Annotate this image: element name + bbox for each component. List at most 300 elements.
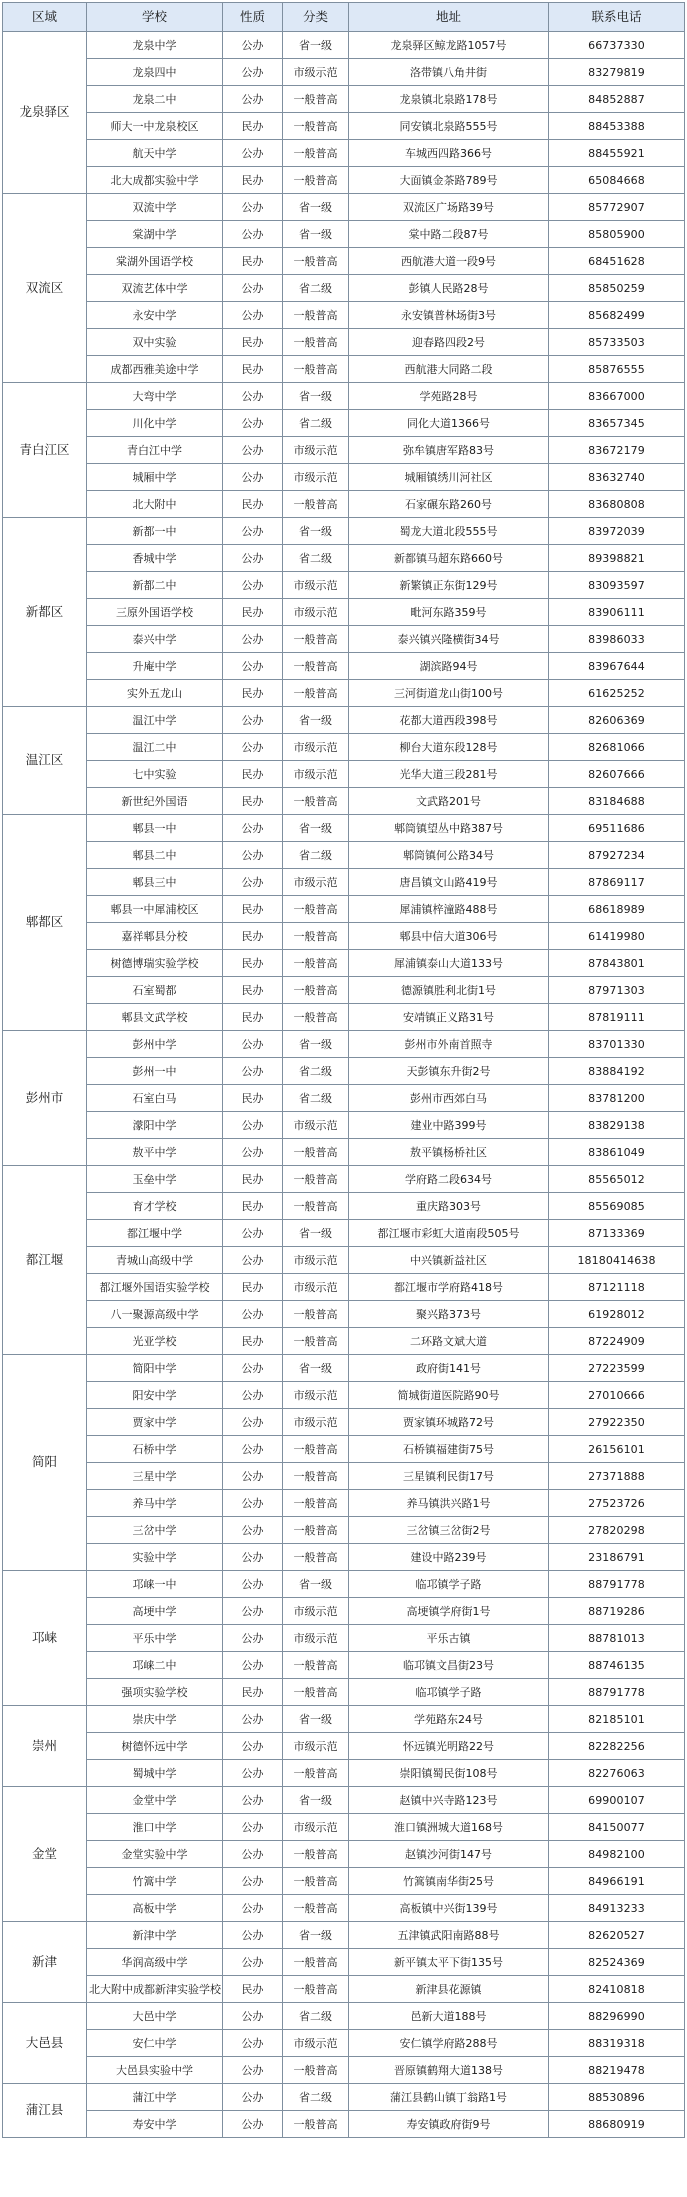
district-cell: 崇州 [3, 1706, 87, 1787]
school-phone: 82607666 [549, 761, 685, 788]
school-type: 民办 [223, 761, 283, 788]
table-row [3, 1031, 685, 1058]
table-row [3, 1598, 685, 1625]
school-address: 大面镇金茶路789号 [349, 167, 549, 194]
school-type: 民办 [223, 1085, 283, 1112]
school-address: 柳台大道东段128号 [349, 734, 549, 761]
school-type: 公办 [223, 275, 283, 302]
school-address: 花都大道西段398号 [349, 707, 549, 734]
header-school: 学校 [87, 3, 223, 32]
school-address: 车城西四路366号 [349, 140, 549, 167]
table-row [3, 1652, 685, 1679]
school-type: 民办 [223, 1274, 283, 1301]
school-phone: 83279819 [549, 59, 685, 86]
table-row [3, 86, 685, 113]
school-address: 德源镇胜利北街1号 [349, 977, 549, 1004]
school-category: 市级示范 [283, 599, 349, 626]
school-address: 怀远镇光明路22号 [349, 1733, 549, 1760]
school-name: 贾家中学 [87, 1409, 223, 1436]
table-row [3, 1733, 685, 1760]
school-phone: 83701330 [549, 1031, 685, 1058]
school-type: 公办 [223, 1922, 283, 1949]
table-row [3, 1328, 685, 1355]
table-row [3, 518, 685, 545]
school-phone: 27523726 [549, 1490, 685, 1517]
school-name: 龙泉四中 [87, 59, 223, 86]
table-row [3, 194, 685, 221]
school-name: 青白江中学 [87, 437, 223, 464]
table-row [3, 1706, 685, 1733]
school-address: 西航港大同路二段 [349, 356, 549, 383]
school-category: 一般普高 [283, 1328, 349, 1355]
school-phone: 87133369 [549, 1220, 685, 1247]
school-phone: 61625252 [549, 680, 685, 707]
school-type: 公办 [223, 1436, 283, 1463]
table-row [3, 815, 685, 842]
school-address: 养马镇洪兴路1号 [349, 1490, 549, 1517]
school-category: 一般普高 [283, 1301, 349, 1328]
school-phone: 85733503 [549, 329, 685, 356]
school-address: 犀浦镇梓潼路488号 [349, 896, 549, 923]
table-row [3, 2111, 685, 2138]
school-category: 省一级 [283, 194, 349, 221]
school-type: 民办 [223, 896, 283, 923]
school-category: 一般普高 [283, 1841, 349, 1868]
school-type: 公办 [223, 842, 283, 869]
school-name: 郫县一中犀浦校区 [87, 896, 223, 923]
school-type: 公办 [223, 1760, 283, 1787]
school-address: 淮口镇洲城大道168号 [349, 1814, 549, 1841]
school-address: 临邛镇学子路 [349, 1571, 549, 1598]
school-category: 一般普高 [283, 1463, 349, 1490]
school-phone: 85569085 [549, 1193, 685, 1220]
school-address: 永安镇普林场街3号 [349, 302, 549, 329]
school-category: 市级示范 [283, 437, 349, 464]
school-type: 民办 [223, 923, 283, 950]
school-type: 公办 [223, 221, 283, 248]
school-address: 郫筒镇何公路34号 [349, 842, 549, 869]
school-type: 民办 [223, 356, 283, 383]
school-address: 石桥镇福建街75号 [349, 1436, 549, 1463]
school-phone: 27922350 [549, 1409, 685, 1436]
school-name: 新都一中 [87, 518, 223, 545]
table-row [3, 680, 685, 707]
school-address: 都江堰市彩虹大道南段505号 [349, 1220, 549, 1247]
table-row [3, 761, 685, 788]
school-category: 市级示范 [283, 1247, 349, 1274]
school-name: 光亚学校 [87, 1328, 223, 1355]
school-phone: 88296990 [549, 2003, 685, 2030]
school-type: 民办 [223, 1004, 283, 1031]
school-phone: 83672179 [549, 437, 685, 464]
school-address: 同安镇北泉路555号 [349, 113, 549, 140]
school-phone: 82620527 [549, 1922, 685, 1949]
school-name: 川化中学 [87, 410, 223, 437]
table-row [3, 1490, 685, 1517]
table-row [3, 1382, 685, 1409]
school-phone: 84150077 [549, 1814, 685, 1841]
table-row [3, 248, 685, 275]
school-type: 公办 [223, 1787, 283, 1814]
school-category: 市级示范 [283, 1625, 349, 1652]
school-type: 公办 [223, 1247, 283, 1274]
school-name: 青城山高级中学 [87, 1247, 223, 1274]
school-address: 彭州市外南首照寺 [349, 1031, 549, 1058]
school-name: 师大一中龙泉校区 [87, 113, 223, 140]
district-cell: 邛崃 [3, 1571, 87, 1706]
school-type: 民办 [223, 1679, 283, 1706]
school-category: 省一级 [283, 1787, 349, 1814]
school-type: 公办 [223, 1544, 283, 1571]
school-type: 公办 [223, 518, 283, 545]
school-category: 省二级 [283, 545, 349, 572]
school-address: 天彭镇东升街2号 [349, 1058, 549, 1085]
school-category: 省二级 [283, 275, 349, 302]
school-category: 一般普高 [283, 86, 349, 113]
school-name: 树德怀远中学 [87, 1733, 223, 1760]
school-category: 市级示范 [283, 761, 349, 788]
table-row [3, 1274, 685, 1301]
school-category: 一般普高 [283, 626, 349, 653]
table-row [3, 788, 685, 815]
school-category: 省一级 [283, 1355, 349, 1382]
school-type: 公办 [223, 2111, 283, 2138]
school-category: 一般普高 [283, 356, 349, 383]
school-type: 公办 [223, 2003, 283, 2030]
school-type: 公办 [223, 1895, 283, 1922]
school-phone: 27820298 [549, 1517, 685, 1544]
table-row [3, 1679, 685, 1706]
school-name: 高板中学 [87, 1895, 223, 1922]
school-category: 市级示范 [283, 464, 349, 491]
school-type: 公办 [223, 464, 283, 491]
table-row [3, 329, 685, 356]
district-cell: 温江区 [3, 707, 87, 815]
school-type: 民办 [223, 248, 283, 275]
school-address: 彭州市西郊白马 [349, 1085, 549, 1112]
school-phone: 83972039 [549, 518, 685, 545]
school-phone: 83986033 [549, 626, 685, 653]
school-address: 石家碾东路260号 [349, 491, 549, 518]
table-row [3, 1949, 685, 1976]
school-category: 一般普高 [283, 1679, 349, 1706]
school-name: 养马中学 [87, 1490, 223, 1517]
school-category: 省一级 [283, 221, 349, 248]
district-cell: 郫都区 [3, 815, 87, 1031]
school-category: 市级示范 [283, 572, 349, 599]
school-type: 民办 [223, 950, 283, 977]
school-category: 市级示范 [283, 1112, 349, 1139]
school-category: 一般普高 [283, 248, 349, 275]
school-name: 金堂实验中学 [87, 1841, 223, 1868]
school-address: 重庆路303号 [349, 1193, 549, 1220]
school-category: 一般普高 [283, 788, 349, 815]
school-category: 市级示范 [283, 869, 349, 896]
school-type: 民办 [223, 1976, 283, 2003]
school-type: 公办 [223, 437, 283, 464]
table-row [3, 1922, 685, 1949]
school-category: 一般普高 [283, 1544, 349, 1571]
school-address: 临邛镇文昌街23号 [349, 1652, 549, 1679]
school-address: 安靖镇正义路31号 [349, 1004, 549, 1031]
table-row [3, 491, 685, 518]
school-phone: 83884192 [549, 1058, 685, 1085]
table-row [3, 140, 685, 167]
school-type: 民办 [223, 1166, 283, 1193]
table-row [3, 1139, 685, 1166]
school-phone: 88791778 [549, 1571, 685, 1598]
school-address: 邑新大道188号 [349, 2003, 549, 2030]
school-phone: 26156101 [549, 1436, 685, 1463]
school-address: 建设中路239号 [349, 1544, 549, 1571]
table-row [3, 1301, 685, 1328]
school-category: 省二级 [283, 2084, 349, 2111]
school-name: 大邑县实验中学 [87, 2057, 223, 2084]
school-type: 公办 [223, 1139, 283, 1166]
school-address: 安仁镇学府路288号 [349, 2030, 549, 2057]
school-type: 民办 [223, 113, 283, 140]
table-row [3, 1463, 685, 1490]
school-category: 省一级 [283, 1922, 349, 1949]
school-phone: 61419980 [549, 923, 685, 950]
school-type: 公办 [223, 1382, 283, 1409]
school-name: 淮口中学 [87, 1814, 223, 1841]
school-category: 一般普高 [283, 2111, 349, 2138]
school-phone: 82276063 [549, 1760, 685, 1787]
table-row [3, 1544, 685, 1571]
school-address: 同化大道1366号 [349, 410, 549, 437]
school-type: 公办 [223, 1490, 283, 1517]
school-name: 玉垒中学 [87, 1166, 223, 1193]
table-row [3, 2057, 685, 2084]
school-name: 新都二中 [87, 572, 223, 599]
school-address: 文武路201号 [349, 788, 549, 815]
table-row [3, 599, 685, 626]
school-category: 一般普高 [283, 1868, 349, 1895]
school-type: 公办 [223, 869, 283, 896]
school-name: 敖平中学 [87, 1139, 223, 1166]
school-phone: 87224909 [549, 1328, 685, 1355]
school-phone: 88455921 [549, 140, 685, 167]
school-type: 公办 [223, 1463, 283, 1490]
district-cell: 双流区 [3, 194, 87, 383]
school-type: 民办 [223, 1328, 283, 1355]
school-phone: 88781013 [549, 1625, 685, 1652]
table-row [3, 410, 685, 437]
school-type: 公办 [223, 1706, 283, 1733]
school-category: 一般普高 [283, 1760, 349, 1787]
school-type: 公办 [223, 1949, 283, 1976]
school-category: 一般普高 [283, 923, 349, 950]
school-address: 龙泉镇北泉路178号 [349, 86, 549, 113]
school-category: 省一级 [283, 383, 349, 410]
school-category: 一般普高 [283, 491, 349, 518]
school-address: 临邛镇学子路 [349, 1679, 549, 1706]
table-row [3, 275, 685, 302]
header-category: 分类 [283, 3, 349, 32]
school-category: 一般普高 [283, 977, 349, 1004]
table-row [3, 1976, 685, 2003]
table-row [3, 896, 685, 923]
district-cell: 彭州市 [3, 1031, 87, 1166]
school-address: 三岔镇三岔街2号 [349, 1517, 549, 1544]
school-address: 光华大道三段281号 [349, 761, 549, 788]
school-type: 公办 [223, 2057, 283, 2084]
school-phone: 83781200 [549, 1085, 685, 1112]
school-type: 民办 [223, 1193, 283, 1220]
school-name: 三岔中学 [87, 1517, 223, 1544]
table-row [3, 221, 685, 248]
school-type: 公办 [223, 1652, 283, 1679]
school-category: 一般普高 [283, 2057, 349, 2084]
school-category: 省一级 [283, 815, 349, 842]
school-phone: 87819111 [549, 1004, 685, 1031]
school-phone: 88719286 [549, 1598, 685, 1625]
school-address: 双流区广场路39号 [349, 194, 549, 221]
school-type: 公办 [223, 815, 283, 842]
school-name: 北大附中 [87, 491, 223, 518]
school-type: 公办 [223, 32, 283, 59]
school-name: 北大附中成都新津实验学校 [87, 1976, 223, 2003]
school-phone: 18180414638 [549, 1247, 685, 1274]
school-name: 龙泉中学 [87, 32, 223, 59]
school-directory-table [2, 2, 685, 2138]
school-type: 民办 [223, 680, 283, 707]
school-name: 温江二中 [87, 734, 223, 761]
school-name: 阳安中学 [87, 1382, 223, 1409]
school-category: 市级示范 [283, 59, 349, 86]
school-type: 公办 [223, 1031, 283, 1058]
school-category: 省一级 [283, 1571, 349, 1598]
school-category: 一般普高 [283, 1976, 349, 2003]
school-name: 都江堰中学 [87, 1220, 223, 1247]
school-type: 公办 [223, 707, 283, 734]
school-address: 新都镇马超东路660号 [349, 545, 549, 572]
school-type: 公办 [223, 1058, 283, 1085]
school-name: 石桥中学 [87, 1436, 223, 1463]
table-row [3, 1247, 685, 1274]
school-phone: 87971303 [549, 977, 685, 1004]
school-phone: 83657345 [549, 410, 685, 437]
table-row [3, 1058, 685, 1085]
school-phone: 23186791 [549, 1544, 685, 1571]
table-row [3, 167, 685, 194]
table-row [3, 653, 685, 680]
school-address: 学府路二段634号 [349, 1166, 549, 1193]
table-row [3, 842, 685, 869]
table-row [3, 1625, 685, 1652]
school-category: 一般普高 [283, 1193, 349, 1220]
school-name: 郫县一中 [87, 815, 223, 842]
school-type: 公办 [223, 1220, 283, 1247]
school-phone: 85876555 [549, 356, 685, 383]
school-type: 民办 [223, 167, 283, 194]
school-name: 邛崃二中 [87, 1652, 223, 1679]
table-row [3, 572, 685, 599]
school-name: 邛崃一中 [87, 1571, 223, 1598]
school-category: 省一级 [283, 707, 349, 734]
school-address: 三河街道龙山街100号 [349, 680, 549, 707]
school-type: 公办 [223, 1571, 283, 1598]
school-type: 公办 [223, 626, 283, 653]
school-name: 平乐中学 [87, 1625, 223, 1652]
table-row [3, 1868, 685, 1895]
school-phone: 69511686 [549, 815, 685, 842]
school-address: 迎春路四段2号 [349, 329, 549, 356]
school-name: 航天中学 [87, 140, 223, 167]
school-category: 省一级 [283, 1706, 349, 1733]
school-category: 一般普高 [283, 653, 349, 680]
school-phone: 85850259 [549, 275, 685, 302]
table-row [3, 1895, 685, 1922]
school-category: 省一级 [283, 518, 349, 545]
table-row [3, 1814, 685, 1841]
school-category: 一般普高 [283, 1004, 349, 1031]
school-phone: 85772907 [549, 194, 685, 221]
school-phone: 61928012 [549, 1301, 685, 1328]
school-category: 一般普高 [283, 1895, 349, 1922]
district-cell: 龙泉驿区 [3, 32, 87, 194]
school-name: 郫县二中 [87, 842, 223, 869]
school-address: 唐昌镇文山路419号 [349, 869, 549, 896]
school-address: 泰兴镇兴隆横街34号 [349, 626, 549, 653]
table-row [3, 545, 685, 572]
school-phone: 88680919 [549, 2111, 685, 2138]
school-phone: 88319318 [549, 2030, 685, 2057]
school-name: 双中实验 [87, 329, 223, 356]
school-phone: 82681066 [549, 734, 685, 761]
school-phone: 88746135 [549, 1652, 685, 1679]
school-type: 民办 [223, 329, 283, 356]
school-category: 市级示范 [283, 1274, 349, 1301]
school-address: 棠中路二段87号 [349, 221, 549, 248]
school-name: 升庵中学 [87, 653, 223, 680]
school-name: 彭州一中 [87, 1058, 223, 1085]
table-row [3, 464, 685, 491]
table-row [3, 1841, 685, 1868]
school-phone: 83861049 [549, 1139, 685, 1166]
school-name: 实验中学 [87, 1544, 223, 1571]
school-phone: 88791778 [549, 1679, 685, 1706]
school-name: 棠湖中学 [87, 221, 223, 248]
school-phone: 82185101 [549, 1706, 685, 1733]
school-name: 大邑中学 [87, 2003, 223, 2030]
school-address: 郫县中信大道306号 [349, 923, 549, 950]
school-type: 公办 [223, 1733, 283, 1760]
school-address: 蜀龙大道北段555号 [349, 518, 549, 545]
school-type: 公办 [223, 1409, 283, 1436]
header-district: 区域 [3, 3, 87, 32]
school-category: 省一级 [283, 1220, 349, 1247]
school-category: 一般普高 [283, 1652, 349, 1679]
table-row [3, 437, 685, 464]
school-name: 三星中学 [87, 1463, 223, 1490]
school-address: 洛带镇八角井街 [349, 59, 549, 86]
table-row [3, 1409, 685, 1436]
school-phone: 68451628 [549, 248, 685, 275]
school-name: 育才学校 [87, 1193, 223, 1220]
school-category: 省二级 [283, 1058, 349, 1085]
table-row [3, 113, 685, 140]
school-phone: 84913233 [549, 1895, 685, 1922]
school-category: 一般普高 [283, 1166, 349, 1193]
school-type: 公办 [223, 1868, 283, 1895]
school-name: 七中实验 [87, 761, 223, 788]
school-phone: 83667000 [549, 383, 685, 410]
school-category: 一般普高 [283, 329, 349, 356]
school-address: 中兴镇新益社区 [349, 1247, 549, 1274]
school-address: 犀浦镇泰山大道133号 [349, 950, 549, 977]
